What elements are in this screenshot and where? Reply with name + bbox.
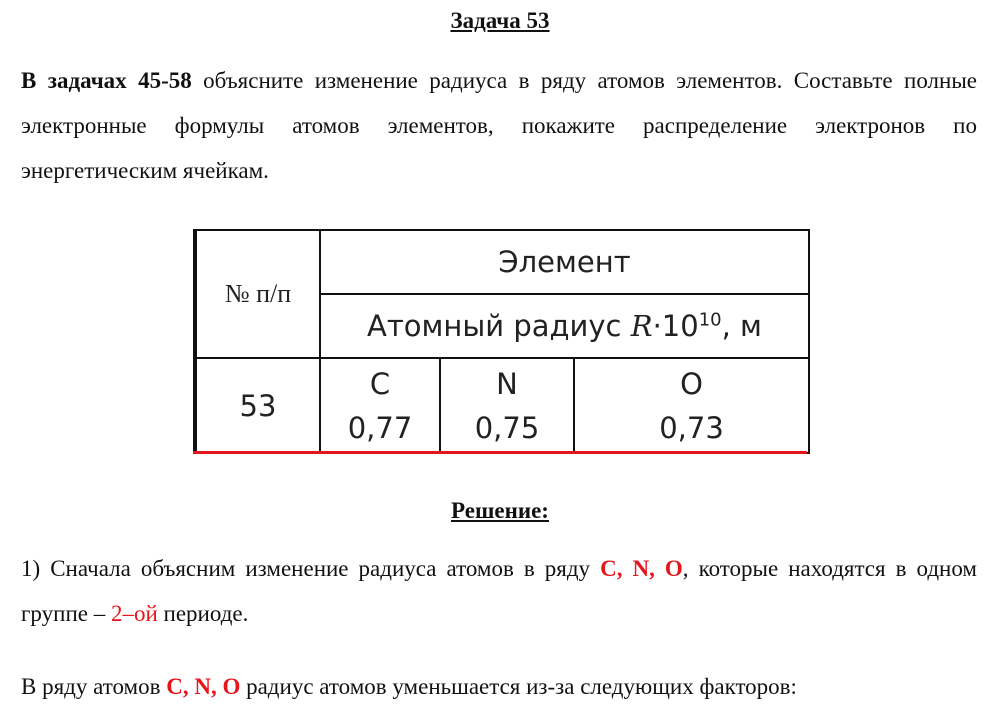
element-cell-n	[440, 358, 574, 453]
solution-point-1	[21, 546, 977, 636]
element-header: Элемент	[320, 230, 809, 294]
task-text: объясните изменение радиуса в ряду атомов элементов. Составьте полные электронные формулы атомов элементов, покажите распределение электронов по энергетическим ячейкам.	[21, 68, 977, 183]
task-range: В задачах 45-58	[21, 68, 192, 93]
element-symbol: N	[496, 366, 518, 401]
number-header: № п/п	[195, 230, 320, 358]
task-statement	[21, 58, 977, 193]
radius-variable: R	[630, 309, 653, 343]
element-table	[193, 229, 810, 454]
radius-multiplier: ·10	[652, 309, 699, 343]
element-radius: 0,73	[659, 410, 724, 445]
radius-header	[320, 294, 809, 358]
point1-text-b: , которые находятся в одном группе –	[21, 556, 977, 626]
point2-elements: C, N, O	[166, 674, 241, 699]
element-cell-c	[320, 358, 440, 453]
element-radius: 0,77	[347, 410, 413, 445]
element-symbol: C	[369, 366, 391, 401]
point2-text-a: В ряду атомов	[21, 674, 167, 699]
element-radius: 0,75	[474, 410, 540, 445]
point1-text-a: 1) Сначала объясним изменение радиуса атомов в ряду	[21, 556, 601, 581]
radius-unit: , м	[721, 309, 762, 343]
task-title: Задача 53	[450, 8, 550, 33]
element-symbol: O	[680, 366, 703, 401]
point1-text-c: периоде.	[157, 601, 249, 626]
radius-header-text: Атомный радиус	[367, 309, 631, 343]
table-red-underline	[193, 451, 807, 454]
element-cell-o	[574, 358, 809, 453]
row-number: 53	[195, 358, 320, 453]
point1-elements: C, N, O	[600, 556, 683, 581]
point2-text-b: радиус атомов уменьшается из-за следующих факторов:	[240, 674, 797, 699]
solution-point-2	[21, 664, 977, 709]
solution-title: Решение:	[451, 498, 549, 523]
point1-period: 2–ой	[110, 601, 158, 626]
radius-exponent: 10	[698, 309, 722, 331]
